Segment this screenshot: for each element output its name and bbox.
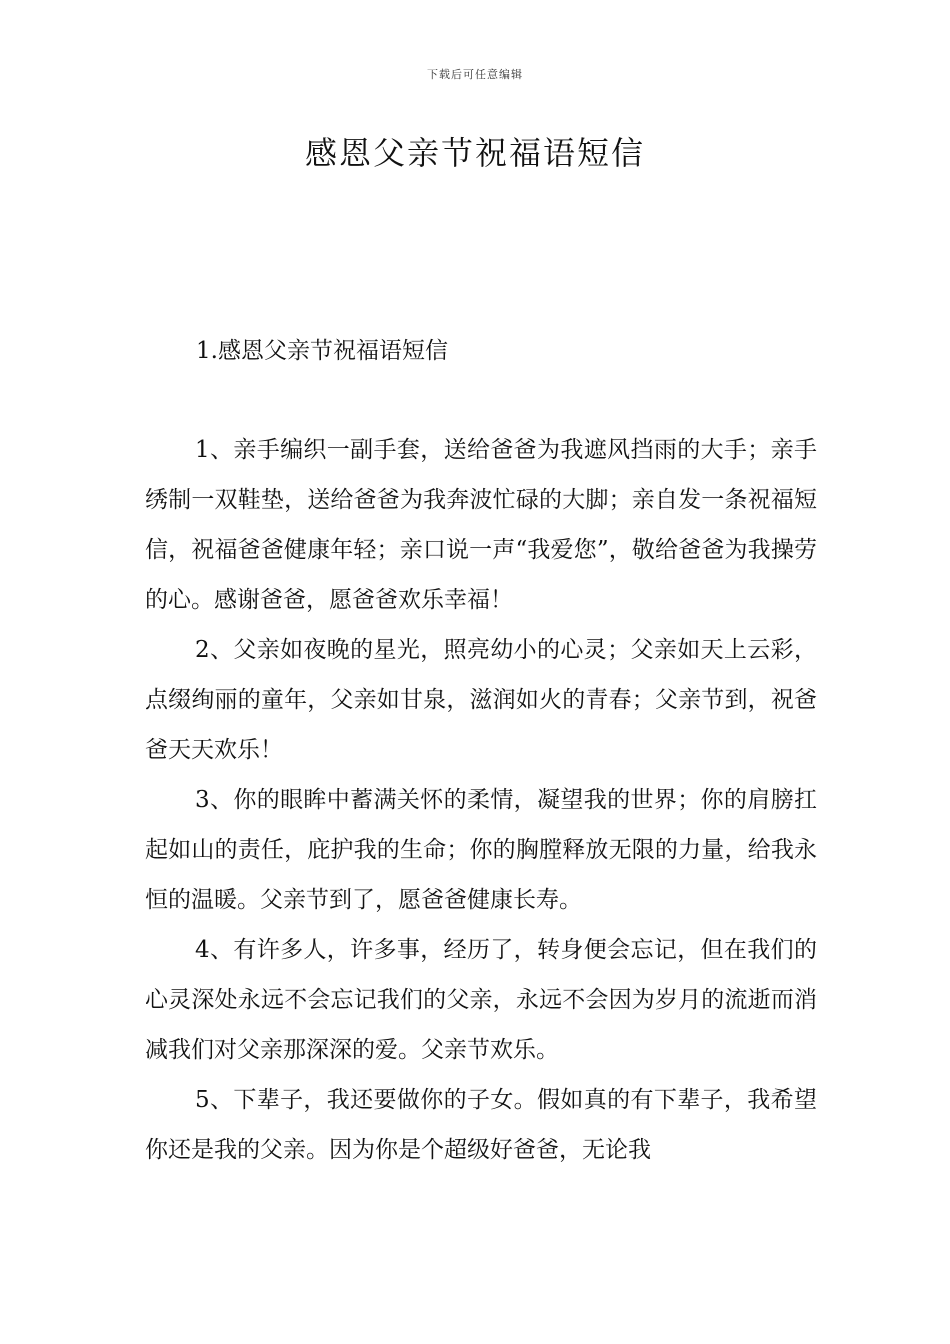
header-note: 下载后可任意编辑 [427,68,523,81]
paragraph-2: 2、父亲如夜晚的星光，照亮幼小的心灵；父亲如天上云彩，点缀绚丽的童年，父亲如甘泉，滋润如火的青春；父亲节到，祝爸爸天天欢乐！ [145,637,817,763]
document-body [145,425,817,1175]
paragraph-4: 4、有许多人，许多事，经历了，转身便会忘记，但在我们的心灵深处永远不会忘记我们的父亲，永远不会因为岁月的流逝而消减我们对父亲那深深的爱。父亲节欢乐。 [145,937,817,1063]
paragraph-1: 1、亲手编织一副手套，送给爸爸为我遮风挡雨的大手；亲手绣制一双鞋垫，送给爸爸为我奔波忙碌的大脚；亲自发一条祝福短信，祝福爸爸健康年轻；亲口说一声“我爱您”，敬给爸爸为我操劳的心。感谢爸爸，愿爸爸欢乐幸福！ [145,437,817,613]
paragraph-5: 5、下辈子，我还要做你的子女。假如真的有下辈子，我希望你还是我的父亲。因为你是个超级好爸爸，无论我 [145,1087,817,1163]
document-title: 感恩父亲节祝福语短信 [304,134,645,172]
section-heading: 1.感恩父亲节祝福语短信 [196,338,448,364]
paragraph-3: 3、你的眼眸中蓄满关怀的柔情，凝望我的世界；你的肩膀扛起如山的责任，庇护我的生命；你的胸膛释放无限的力量，给我永恒的温暖。父亲节到了，愿爸爸健康长寿。 [145,787,817,913]
